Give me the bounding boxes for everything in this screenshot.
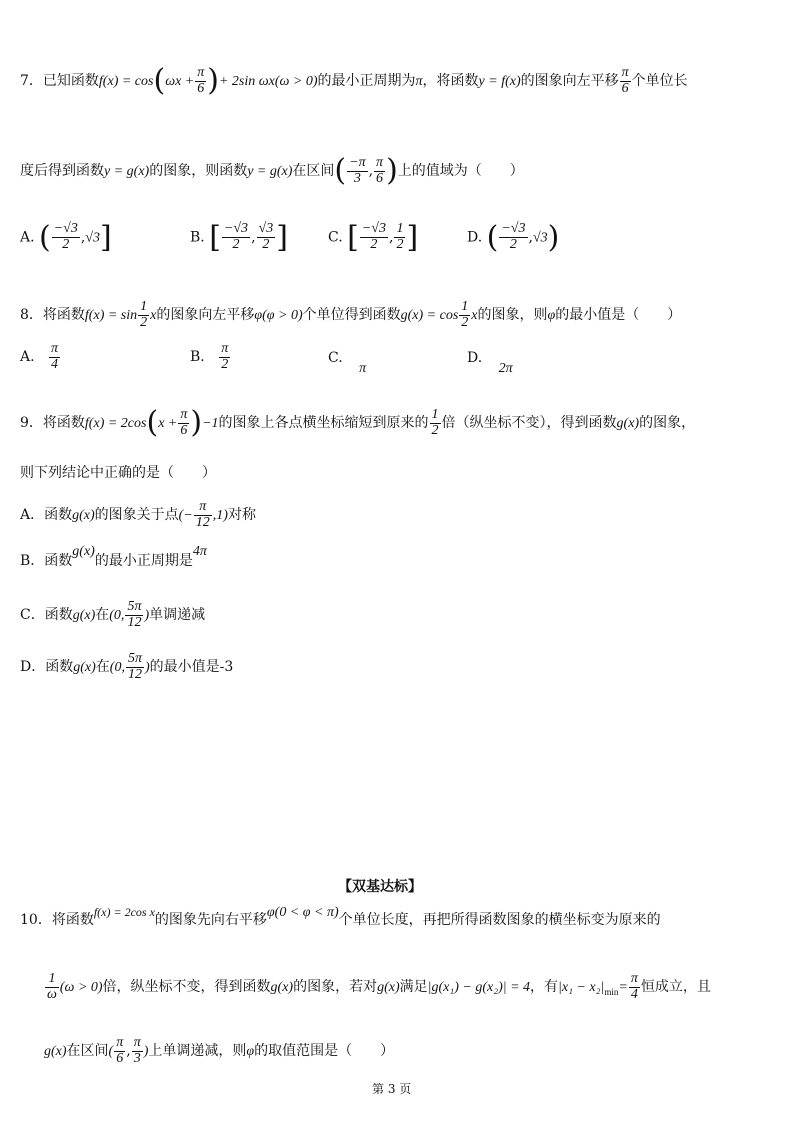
q10-text3: 个单位长度，再把所得函数图象的横坐标变为原来的 <box>338 912 661 928</box>
frac-den: 3 <box>133 1050 141 1066</box>
paren-close: ) <box>547 220 560 255</box>
val: √3 <box>85 230 101 246</box>
paren-close: ) <box>207 63 219 98</box>
q7-option-c[interactable]: C. [ $\frac{-√3}{2}$ , $\frac{1}{2}$ ] <box>328 220 419 255</box>
q9-line2 <box>20 465 216 482</box>
frac-num: 5π <box>127 599 142 614</box>
q7-text4: 的图象向左平移 <box>520 73 619 89</box>
option-label: C. <box>328 350 343 366</box>
q10-fx: f(x) = 2cos x <box>93 905 155 919</box>
q9-b-gx: g(x) <box>72 544 95 559</box>
frac-num: π <box>376 154 384 170</box>
paren-open: ( <box>146 405 159 440</box>
frac-den: 4 <box>630 986 638 1002</box>
q7-rest: + 2sin ωx(ω > 0) <box>218 74 318 89</box>
q9-b-val: 4π <box>192 544 207 559</box>
q9-option-d[interactable] <box>20 652 233 682</box>
q8-phi2: φ <box>547 308 556 324</box>
frac-den: 2 <box>431 422 439 438</box>
q10-l2d: ，有 <box>530 979 559 996</box>
q10-cond: (ω > 0) <box>59 980 103 996</box>
q7-function: f(x) = cos <box>98 74 154 89</box>
frac-num: −√3 <box>361 221 386 237</box>
q7-option-b[interactable]: B. [ $\frac{-√3}{2}$ , $\frac{√3}{2}$ ] <box>190 220 288 255</box>
q8-text2: 的图象向左平移 <box>156 307 255 324</box>
option-label: A. <box>20 229 35 246</box>
q8-intro: 8．将函数 <box>20 307 85 324</box>
section-title: 【双基达标】 <box>338 879 422 895</box>
q7-l2c: 在区间 <box>292 163 335 179</box>
q7-line2: 度后得到函数y = g(x)的图象，则函数y = g(x)在区间( $\frac{-\pi}{3}$ , $\frac{\pi}{6}$ )上的值域为（ ） <box>20 153 524 188</box>
q9-c-text: 单调递减 <box>149 607 206 624</box>
frac-num: π <box>197 64 205 80</box>
frac-num: π <box>194 500 212 516</box>
frac-den: 3 <box>353 170 361 186</box>
option-value: 2π <box>498 361 513 376</box>
q10-line1 <box>20 905 661 930</box>
q10-l2e: 恒成立，且 <box>640 979 711 996</box>
q10-l3-open: ( <box>108 1044 114 1060</box>
option-label: B. <box>190 229 205 246</box>
q10-l2a: 倍，纵坐标不变，得到函数 <box>102 979 271 996</box>
q7-l2a: 度后得到函数 <box>20 163 104 179</box>
q10-l3c: 的取值范围是（ ） <box>254 1043 395 1060</box>
paren-open: ( <box>486 220 499 255</box>
q10-intro: 10．将函数 <box>20 912 94 928</box>
q10-abs: |g(x₁) − g(x₂)| = 4 <box>427 980 531 996</box>
frac-den: 2 <box>262 237 270 252</box>
q8-half <box>138 300 149 330</box>
q7-ygx-2: y = g(x) <box>247 164 293 179</box>
q10-l3-close: ) <box>143 1044 149 1060</box>
q9-d-in: 在 <box>95 659 110 676</box>
q7-text3: ，将函数 <box>422 73 479 89</box>
frac <box>125 600 143 630</box>
q9-half <box>430 408 441 438</box>
frac-den: 12 <box>127 614 142 630</box>
q9-d-gx: g(x) <box>73 660 96 676</box>
q9-option-b[interactable] <box>20 544 207 570</box>
frac-den: 12 <box>127 666 142 682</box>
frac <box>49 342 60 372</box>
q9-a-text: 的图象关于点 <box>94 507 179 524</box>
frac-num: √3 <box>258 221 274 237</box>
option-label: D. <box>467 229 483 246</box>
frac-num: π <box>133 1035 141 1050</box>
q9-a-pt: (− <box>178 508 193 524</box>
q10-l3a: 在区间 <box>66 1043 109 1060</box>
frac-num: 5π <box>127 651 142 666</box>
q9-text3: 倍（纵坐标不变），得到函数 <box>441 415 617 431</box>
q8-option-c[interactable] <box>328 350 367 376</box>
frac-den: 6 <box>197 80 205 96</box>
q7-int-a <box>347 156 367 186</box>
frac <box>219 342 230 372</box>
q9-fx: f(x) = 2cos <box>84 416 147 431</box>
frac-num: 1 <box>45 972 59 988</box>
frac-num: 1 <box>461 299 469 314</box>
frac-num: π <box>180 406 188 422</box>
paren-open: ( <box>153 63 166 98</box>
q10-frac-pi-6 <box>114 1036 125 1066</box>
frac-den: 6 <box>180 422 188 438</box>
option-label: C. <box>328 229 343 246</box>
q7-shift-frac <box>620 66 631 96</box>
q9-d-close: ) <box>144 660 150 676</box>
q7-pi: π <box>415 74 423 89</box>
frac-num: −π <box>349 154 366 170</box>
q10-l2b: 的图象，若对 <box>293 979 378 996</box>
q8-text5: 的最小值是（ ） <box>555 307 682 324</box>
option-value: π <box>359 361 367 376</box>
option-label: D. <box>467 350 483 366</box>
q9-a-text2: 对称 <box>227 507 256 524</box>
frac-den: 2 <box>219 357 230 373</box>
frac-den: 2 <box>232 237 240 252</box>
frac-den: 2 <box>461 314 469 330</box>
q7-text2: 的最小正周期为 <box>317 73 416 89</box>
frac <box>257 222 276 252</box>
q10-line2 <box>44 972 711 1002</box>
frac-num: π <box>630 971 638 986</box>
q8-fx: f(x) = sin <box>84 308 138 324</box>
q7-l2b: 的图象，则函数 <box>149 163 248 179</box>
q9-c-close: ) <box>144 608 150 624</box>
frac-num: 1 <box>431 406 439 422</box>
frac-den: 2 <box>62 237 70 252</box>
frac-den: 6 <box>376 170 384 186</box>
q10-frac-1-omega <box>45 972 59 1002</box>
frac <box>360 222 388 252</box>
frac-den: 2 <box>140 314 148 330</box>
q10-line3: g(x)在区间( $\frac{\pi}{6}$ , $\frac{\pi}{3}$ )上单调递减，则φ的取值范围是（ ） <box>44 1035 395 1066</box>
q8-option-d[interactable] <box>467 350 513 376</box>
frac-den: ω <box>47 986 57 1002</box>
option-label: B．函数 <box>20 553 73 569</box>
q10-l3-gx: g(x) <box>44 1044 67 1060</box>
frac <box>222 222 250 252</box>
q7-line1 <box>20 63 688 99</box>
frac-num: 1 <box>396 221 404 237</box>
q9-d-open: (0, <box>109 660 125 676</box>
q9-question: 则下列结论中正确的是（ ） <box>20 465 216 481</box>
q7-arg: ωx + <box>165 74 195 89</box>
frac-num: π <box>116 1035 124 1050</box>
q9-b-text: 的最小正周期是 <box>94 553 193 569</box>
option-label: C．函数 <box>20 607 73 624</box>
frac-num: 1 <box>140 299 148 314</box>
q9-minus1: −1 <box>202 416 219 431</box>
bracket-open: [ <box>347 220 359 255</box>
q9-a-gx: g(x) <box>72 508 95 524</box>
q9-gx: g(x) <box>616 416 640 431</box>
frac-num: −√3 <box>53 221 78 237</box>
q8-option-b[interactable] <box>190 342 231 372</box>
q10-text2: 的图象先向右平移 <box>154 912 267 928</box>
frac-num: π <box>51 341 59 356</box>
frac <box>394 222 405 252</box>
frac-den: 6 <box>116 1050 124 1066</box>
frac-num: π <box>221 341 229 356</box>
q7-text5: 个单位长 <box>631 73 688 89</box>
frac <box>52 222 80 252</box>
q10-phi: φ(0 < φ < π) <box>266 905 339 920</box>
q7-option-d[interactable]: D. ( $\frac{-√3}{2}$ ,√3) <box>467 220 560 255</box>
paren-close: ) <box>190 405 203 440</box>
q7-frac-pi-6 <box>195 66 206 96</box>
frac-num: −√3 <box>223 221 249 237</box>
q8-phi: φ(φ > 0) <box>254 308 303 324</box>
q8-x: x <box>150 308 157 324</box>
frac <box>194 500 212 530</box>
frac-den: 2 <box>509 237 517 252</box>
paren-close: ) <box>386 153 398 188</box>
q10-l2c: 满足 <box>399 979 428 996</box>
frac <box>499 222 527 252</box>
q8-option-a[interactable] <box>20 342 61 372</box>
q10-gx2: g(x) <box>377 980 400 996</box>
q10-gx: g(x) <box>270 980 294 996</box>
q9-intro: 9．将函数 <box>20 415 85 431</box>
option-label: A. <box>20 349 35 366</box>
q8-text3: 个单位得到函数 <box>302 307 401 324</box>
q9-option-c[interactable] <box>20 600 205 630</box>
frac-den: 6 <box>621 80 629 96</box>
page-number: 第 3 页 <box>372 1082 412 1096</box>
q7-int-b <box>374 156 385 186</box>
frac <box>126 652 144 682</box>
q9-text2: 的图象上各点横坐标缩短到原来的 <box>218 415 429 431</box>
q10-min: min <box>604 986 619 997</box>
option-label: D．函数 <box>20 659 74 676</box>
q8-line1 <box>20 300 681 330</box>
q9-text4: 的图象， <box>639 415 696 431</box>
q10-l3-phi: φ <box>246 1044 255 1060</box>
q7-l2d: 上的值域为（ ） <box>397 163 524 179</box>
bracket-close: ] <box>406 220 419 255</box>
q8-gx: g(x) = cos <box>400 308 459 324</box>
q10-frac-pi-4 <box>629 972 640 1002</box>
option-label: A．函数 <box>20 507 73 524</box>
q9-c-gx: g(x) <box>72 608 96 624</box>
q9-line1 <box>20 405 695 441</box>
q7-option-a[interactable]: A. ( $\frac{-√3}{2}$ ,√3] <box>20 220 112 255</box>
frac-den: 2 <box>396 237 404 252</box>
option-label: B. <box>190 349 205 366</box>
bracket-close: ] <box>276 220 288 255</box>
frac-num: −√3 <box>501 221 526 237</box>
q9-c-in: 在 <box>95 607 110 624</box>
bracket-open: [ <box>209 220 221 255</box>
q9-c-open: (0, <box>109 608 125 624</box>
q9-option-a[interactable] <box>20 500 256 530</box>
q9-arg: x + <box>158 416 178 431</box>
bracket-close: ] <box>100 220 112 255</box>
frac-num: π <box>621 64 629 80</box>
q10-absx: |x₁ − x₂| <box>558 980 605 996</box>
frac-den: 4 <box>49 357 60 373</box>
q8-half-2 <box>459 300 470 330</box>
q10-l3b: 上单调递减，则 <box>148 1043 247 1060</box>
paren-open: ( <box>39 220 51 255</box>
q9-d-text: 的最小值是-3 <box>149 659 234 676</box>
q8-x-2: x <box>471 308 478 324</box>
val: √3 <box>532 230 548 246</box>
paren-open: ( <box>334 153 347 188</box>
q8-text4: 的图象，则 <box>477 307 548 324</box>
q10-frac-pi-3 <box>132 1036 143 1066</box>
q7-intro: 7．已知函数 <box>20 73 99 89</box>
q9-frac <box>178 408 189 438</box>
q9-a-end: ,1) <box>212 508 228 524</box>
frac-den: 12 <box>195 514 210 530</box>
frac-den: 2 <box>370 237 378 252</box>
q10-eq: = <box>618 980 628 996</box>
q7-yfx: y = f(x) <box>478 74 521 89</box>
q7-ygx: y = g(x) <box>104 164 150 179</box>
